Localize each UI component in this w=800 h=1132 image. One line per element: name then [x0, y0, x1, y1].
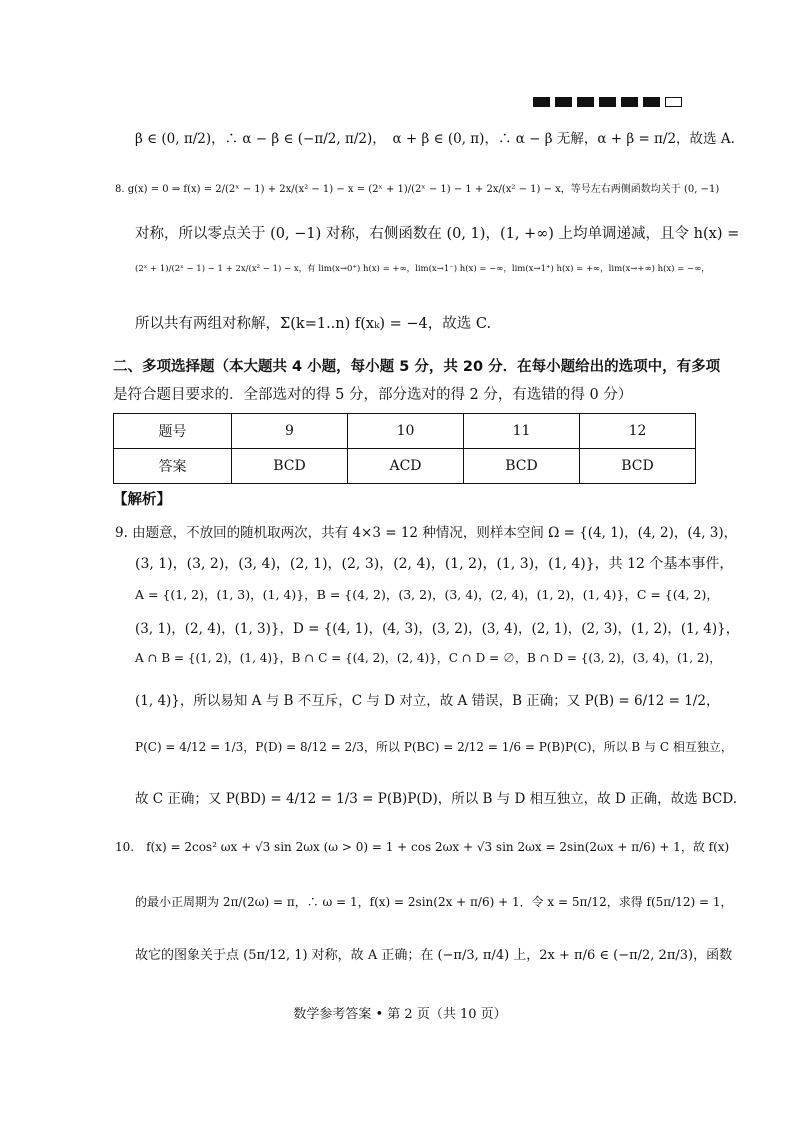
header-mark	[577, 97, 594, 107]
text-line-q8-4: 所以共有两组对称解，Σ(k=1..n) f(xₖ) = −4，故选 C.	[135, 316, 492, 332]
analysis-heading: 【解析】	[113, 492, 171, 508]
header-mark	[555, 97, 572, 107]
text-line-q10-2: 的最小正周期为 2π/(2ω) = π，∴ ω = 1，f(x) = 2sin(2x + π/6) + 1．令 x = 5π/12，求得 f(5π/12) = 1，	[135, 895, 733, 909]
header-mark-open	[665, 97, 682, 107]
header-mark	[643, 97, 660, 107]
text-line-q9-8: 故 C 正确；又 P(BD) = 4/12 = 1/3 = P(B)P(D)，所以 B 与 D 相互独立，故 D 正确，故选 BCD.	[135, 791, 738, 807]
table-cell: BCD	[464, 449, 580, 484]
section-2-title: 二、多项选择题（本大题共 4 小题，每小题 5 分，共 20 分．在每小题给出的选项中，有多项	[113, 359, 721, 375]
table-row	[114, 449, 696, 484]
table-cell: 10	[348, 414, 464, 449]
table-cell: 答案	[114, 449, 232, 484]
page-footer: 数学参考答案 • 第 2 页（共 10 页）	[293, 1007, 507, 1022]
text-line-q8-3: (2ˣ + 1)/(2ˣ − 1) − 1 + 2x/(x² − 1) − x，有 lim(x→0⁺) h(x) = +∞，lim(x→1⁻) h(x) = −∞，lim(x→1⁺) h(x) = +∞，lim(x→+∞) h(x) = −∞，	[135, 264, 710, 274]
table-cell: 12	[580, 414, 696, 449]
section-2-desc: 是符合题目要求的．全部选对的得 5 分，部分选对的得 2 分，有选错的得 0 分）	[113, 387, 633, 403]
text-line-q9-3: A = {(1, 2)，(1, 3)，(1, 4)}，B = {(4, 2)，(3, 2)，(3, 4)，(2, 4)，(1, 2)，(1, 4)}，C = {(4, 2)，	[135, 587, 719, 602]
text-line-q7-end: β ∈ (0, π/2)，∴ α − β ∈ (−π/2, π/2)， α + β ∈ (0, π)，∴ α − β 无解，α + β = π/2，故选 A.	[135, 131, 735, 147]
text-line-q9-6: (1, 4)}，所以易知 A 与 B 不互斥，C 与 D 对立，故 A 错误，B 正确；又 P(B) = 6/12 = 1/2，	[135, 693, 720, 709]
answer-table	[113, 413, 696, 484]
table-row	[114, 414, 696, 449]
text-line-q10-1: 10. f(x) = 2cos² ωx + √3 sin 2ωx (ω > 0) = 1 + cos 2ωx + √3 sin 2ωx = 2sin(2ωx + π/6) + 1，故 f(x)	[115, 840, 730, 854]
text-line-q8-1: 8. g(x) = 0 ⇒ f(x) = 2/(2ˣ − 1) + 2x/(x² − 1) − x = (2ˣ + 1)/(2ˣ − 1) − 1 + 2x/(x² − 1) − x，等号左右两侧函数均关于 (0, −1)	[115, 184, 720, 195]
table-cell: BCD	[580, 449, 696, 484]
header-mark	[599, 97, 616, 107]
text-line-q9-1: 9. 由题意，不放回的随机取两次，共有 4×3 = 12 种情况，则样本空间 Ω = {(4, 1)，(4, 2)，(4, 3)，	[115, 525, 738, 541]
text-line-q8-2: 对称，所以零点关于 (0, −1) 对称，右侧函数在 (0, 1)，(1, +∞) 上均单调递减，且令 h(x) =	[135, 226, 740, 242]
text-line-q9-4: (3, 1)，(2, 4)，(1, 3)}，D = {(4, 1)，(4, 3)，(3, 2)，(3, 4)，(2, 1)，(2, 3)，(1, 2)，(1, 4)}，	[135, 621, 740, 637]
table-cell: 9	[232, 414, 348, 449]
table-cell: 题号	[114, 414, 232, 449]
header-marks	[533, 97, 682, 107]
text-line-q9-5: A ∩ B = {(1, 2)，(1, 4)}，B ∩ C = {(4, 2)，(2, 4)}，C ∩ D = ∅，B ∩ D = {(3, 2)，(3, 4)，(1, 2)，	[135, 651, 722, 665]
text-line-q10-3: 故它的图象关于点 (5π/12, 1) 对称，故 A 正确；在 (−π/3, π/4) 上，2x + π/6 ∈ (−π/2, 2π/3)，函数	[135, 948, 733, 963]
header-mark	[533, 97, 550, 107]
text-line-q9-7: P(C) = 4/12 = 1/3，P(D) = 8/12 = 2/3，所以 P(BC) = 2/12 = 1/6 = P(B)P(C)，所以 B 与 C 相互独立，	[135, 740, 733, 754]
text-line-q9-2: (3, 1)，(3, 2)，(3, 4)，(2, 1)，(2, 3)，(2, 4)，(1, 2)，(1, 3)，(1, 4)}，共 12 个基本事件，	[135, 556, 734, 572]
table-cell: ACD	[348, 449, 464, 484]
table-cell: 11	[464, 414, 580, 449]
table-cell: BCD	[232, 449, 348, 484]
header-mark	[621, 97, 638, 107]
